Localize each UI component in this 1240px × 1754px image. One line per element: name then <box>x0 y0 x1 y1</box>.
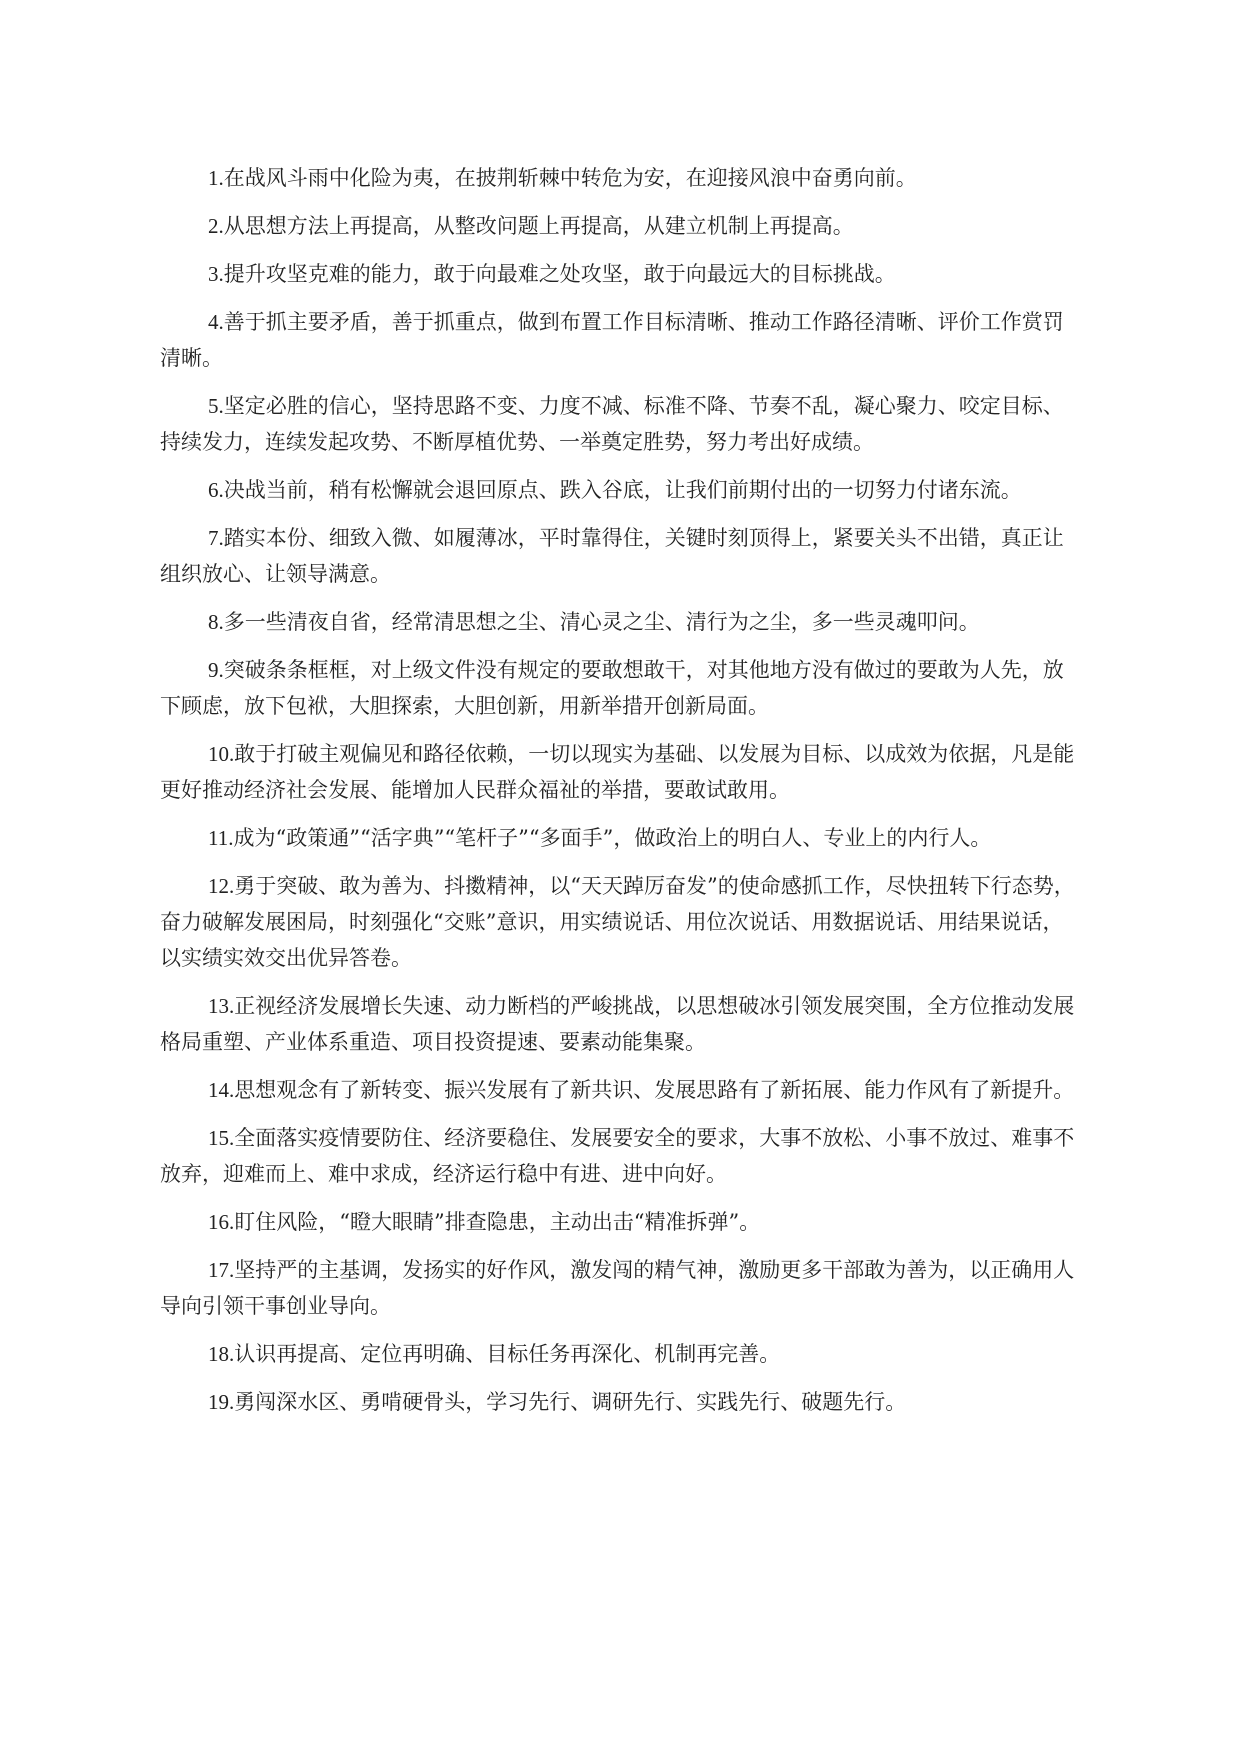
item-number: 3. <box>208 262 224 286</box>
item-text: 敢于打破主观偏见和路径依赖，一切以现实为基础、以发展为目标、以成效为依据，凡是能更好推动经济社会发展、能增加人民群众福祉的举措，要敢试敢用。 <box>160 742 1075 802</box>
list-item <box>160 1384 1084 1420</box>
item-number: 15. <box>208 1126 235 1150</box>
list-item <box>160 1252 1084 1324</box>
item-number: 6. <box>208 478 224 502</box>
item-number: 16. <box>208 1210 235 1234</box>
item-text: 正视经济发展增长失速、动力断档的严峻挑战，以思想破冰引领发展突围，全方位推动发展格局重塑、产业体系重造、项目投资提速、要素动能集聚。 <box>160 994 1075 1054</box>
list-item <box>160 472 1084 508</box>
list-item <box>160 1336 1084 1372</box>
document-body <box>160 160 1084 1432</box>
item-text: 全面落实疫情要防住、经济要稳住、发展要安全的要求，大事不放松、小事不放过、难事不放弃，迎难而上、难中求成，经济运行稳中有进、进中向好。 <box>160 1126 1075 1186</box>
list-item <box>160 988 1084 1060</box>
item-number: 2. <box>208 214 224 238</box>
item-text: 坚定必胜的信心，坚持思路不变、力度不减、标准不降、节奏不乱，凝心聚力、咬定目标、持续发力，连续发起攻势、不断厚植优势、一举奠定胜势，努力考出好成绩。 <box>160 394 1064 454</box>
list-item <box>160 208 1084 244</box>
item-text: 踏实本份、细致入微、如履薄冰，平时靠得住，关键时刻顶得上，紧要关头不出错，真正让组织放心、让领导满意。 <box>160 526 1064 586</box>
item-text: 认识再提高、定位再明确、目标任务再深化、机制再完善。 <box>234 1342 781 1366</box>
list-item <box>160 1204 1084 1240</box>
item-text: 突破条条框框，对上级文件没有规定的要敢想敢干，对其他地方没有做过的要敢为人先，放下顾虑，放下包袱，大胆探索，大胆创新，用新举措开创新局面。 <box>160 658 1064 718</box>
list-item <box>160 388 1084 460</box>
list-item <box>160 868 1084 976</box>
item-text: 决战当前，稍有松懈就会退回原点、跌入谷底，让我们前期付出的一切努力付诸东流。 <box>223 478 1022 502</box>
list-item <box>160 604 1084 640</box>
list-item <box>160 304 1084 376</box>
list-item <box>160 160 1084 196</box>
item-number: 18. <box>208 1342 235 1366</box>
item-text: 坚持严的主基调，发扬实的好作风，激发闯的精气神，激励更多干部敢为善为，以正确用人导向引领干事创业导向。 <box>160 1258 1075 1318</box>
list-item <box>160 1072 1084 1108</box>
item-text: 思想观念有了新转变、振兴发展有了新共识、发展思路有了新拓展、能力作风有了新提升。 <box>234 1078 1075 1102</box>
item-text: 成为“政策通”“活字典”“笔杆子”“多面手”，做政治上的明白人、专业上的内行人。 <box>233 826 992 850</box>
item-text: 多一些清夜自省，经常清思想之尘、清心灵之尘、清行为之尘，多一些灵魂叩问。 <box>223 610 980 634</box>
item-text: 善于抓主要矛盾，善于抓重点，做到布置工作目标清晰、推动工作路径清晰、评价工作赏罚清晰。 <box>160 310 1064 370</box>
item-text: 从思想方法上再提高，从整改问题上再提高，从建立机制上再提高。 <box>223 214 854 238</box>
item-number: 10. <box>208 742 235 766</box>
item-number: 13. <box>208 994 235 1018</box>
item-text: 在战风斗雨中化险为夷，在披荆斩棘中转危为安，在迎接风浪中奋勇向前。 <box>223 166 917 190</box>
list-item <box>160 1120 1084 1192</box>
item-number: 14. <box>208 1078 235 1102</box>
list-item <box>160 520 1084 592</box>
item-number: 5. <box>208 394 224 418</box>
item-number: 1. <box>208 166 224 190</box>
item-text: 盯住风险，“瞪大眼睛”排查隐患，主动出击“精准拆弹”。 <box>234 1210 761 1234</box>
list-item <box>160 820 1084 856</box>
item-text: 勇于突破、敢为善为、抖擞精神，以“天天踔厉奋发”的使命感抓工作，尽快扭转下行态势，奋力破解发展困局，时刻强化“交账”意识，用实绩说话、用位次说话、用数据说话、用结果说话，以实绩实效交出优异答卷。 <box>160 874 1075 970</box>
item-text: 提升攻坚克难的能力，敢于向最难之处攻坚，敢于向最远大的目标挑战。 <box>223 262 896 286</box>
item-number: 11. <box>208 826 234 850</box>
item-text: 勇闯深水区、勇啃硬骨头，学习先行、调研先行、实践先行、破题先行。 <box>234 1390 907 1414</box>
item-number: 17. <box>208 1258 235 1282</box>
item-number: 9. <box>208 658 224 682</box>
item-number: 4. <box>208 310 224 334</box>
item-number: 12. <box>208 874 235 898</box>
list-item <box>160 652 1084 724</box>
list-item <box>160 256 1084 292</box>
item-number: 8. <box>208 610 224 634</box>
list-item <box>160 736 1084 808</box>
item-number: 19. <box>208 1390 235 1414</box>
item-number: 7. <box>208 526 224 550</box>
